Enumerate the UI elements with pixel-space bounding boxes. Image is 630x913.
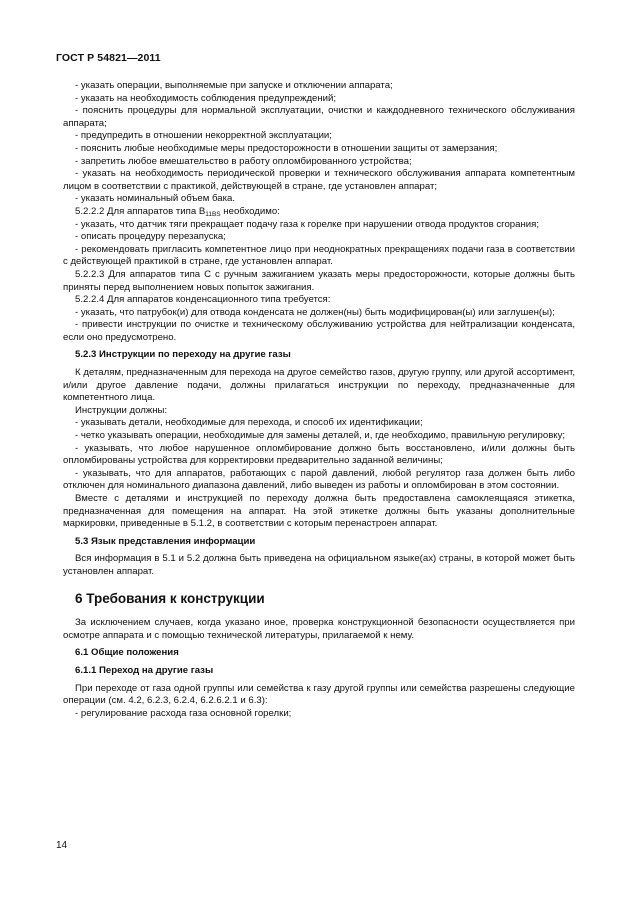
section-heading-5-3: 5.3 Язык представления информации [75,535,256,547]
section-heading-5-2-3: 5.2.3 Инструкции по переходу на другие газы [75,349,291,361]
section-heading-6-1-1: 6.1.1 Переход на другие газы [75,664,214,676]
list-item: - запретить любое вмешательство в работу опломбированного устройства; [75,155,412,167]
list-item: - пояснить любые необходимые меры предосторожности в отношении защиты от замерзания; [75,142,498,154]
list-item: - указать, что датчик тяги прекращает подачу газа к горелке при нарушении отвода продуктов сгорания; [75,218,539,230]
list-item: - указывать, что любое нарушенное опломбирование должно быть восстановлено, и/или должны быть опломбированы устройства для корректировки предварительно заданной величины; [63,442,575,467]
list-item: - указать номинальный объем бака. [75,193,236,205]
section-heading-6: 6 Требования к конструкции [75,590,265,606]
list-item: - указывать, что для аппаратов, работающих с парой давлений, любой регулятор газа должен быть либо отключен для номинального диапазона давлений, либо выведен из работы и опломбирован в этом состоянии. [63,467,575,492]
list-item: - указать, что патрубок(и) для отвода конденсата не должен(ны) быть модифицирован(ы) или заглушен(ы); [75,306,555,318]
document-header: ГОСТ Р 54821—2011 [56,52,161,64]
document-body [63,80,575,720]
list-item: - указать операции, выполняемые при запуске и отключении аппарата; [75,80,393,91]
list-item: - указать на необходимость периодической проверки и технического обслуживания аппарата компетентным лицом в соответствии с практикой, действующей в стране, где установлен аппарат; [63,168,575,192]
list-item: - пояснить процедуры для нормальной эксплуатации, очистки и каждодневного технического обслуживания аппарата; [63,105,575,129]
paragraph: Инструкции должны: [75,404,168,416]
paragraph: К деталям, предназначенным для перехода на другое семейство газов, другую группу, или другой ассортимент, и/или другое давление подачи, должны прилагаться инструкции по переходу, предназначенные для компетентного лица. [63,367,575,404]
clause-subscript: 11BS [205,210,221,218]
clause-text: 5.2.2.2 Для аппаратов типа В [75,205,206,217]
list-item: - описать процедуру перезапуска; [75,231,226,243]
paragraph: При переходе от газа одной группы или семейства к газу другой группы или семейства разрешены следующие операции (см. 4.2, 6.2.3, 6.2.4, 6.2.6.2.1 и 6.3): [63,682,575,707]
list-item: - регулирование расхода газа основной горелки; [75,707,292,719]
clause-text: необходимо: [220,205,280,217]
section-heading-6-1: 6.1 Общие положения [75,647,179,659]
list-item: - указать на необходимость соблюдения предупреждений; [75,92,337,104]
list-item: - предупредить в отношении некорректной эксплуатации; [75,130,332,142]
paragraph: За исключением случаев, когда указано иное, проверка конструкционной безопасности осуществляется при осмотре аппарата и с помощью технической литературы, прилагаемой к нему. [63,617,575,641]
clause-5-2-2-4: 5.2.2.4 Для аппаратов конденсационного типа требуется: [75,294,331,306]
paragraph: Вся информация в 5.1 и 5.2 должна быть приведена на официальном языке(ах) страны, в которой может быть установлен аппарат. [63,553,575,577]
clause-5-2-2-2 [63,206,575,219]
list-item: - привести инструкции по очистке и техническому обслуживанию устройства для нейтрализации конденсата, если оно предусмотрено. [63,319,575,343]
list-item: - указывать детали, необходимые для перехода, и способ их идентификации; [75,417,423,429]
list-item: - рекомендовать пригласить компетентное лицо при неоднократных прекращениях подачи газа в соответствии с действующей практикой в стране, где установлен аппарат. [63,243,575,268]
clause-5-2-2-3: 5.2.2.3 Для аппаратов типа С с ручным зажиганием указать меры предосторожности, которые должны быть приняты перед выполнением новых попыток зажигания. [63,268,575,293]
paragraph: Вместе с деталями и инструкцией по переходу должна быть предоставлена самоклеящаяся этикетка, предназначенная для помещения на аппарат. На этой этикетке должны быть указаны дополнительные маркировки, приведенные в 5.1.2, в соответствии с которым перенастроен аппарат. [63,493,575,530]
list-item: - четко указывать операции, необходимые для замены деталей, и, где необходимо, правильную регулировку; [75,430,566,442]
page-number: 14 [56,840,68,851]
